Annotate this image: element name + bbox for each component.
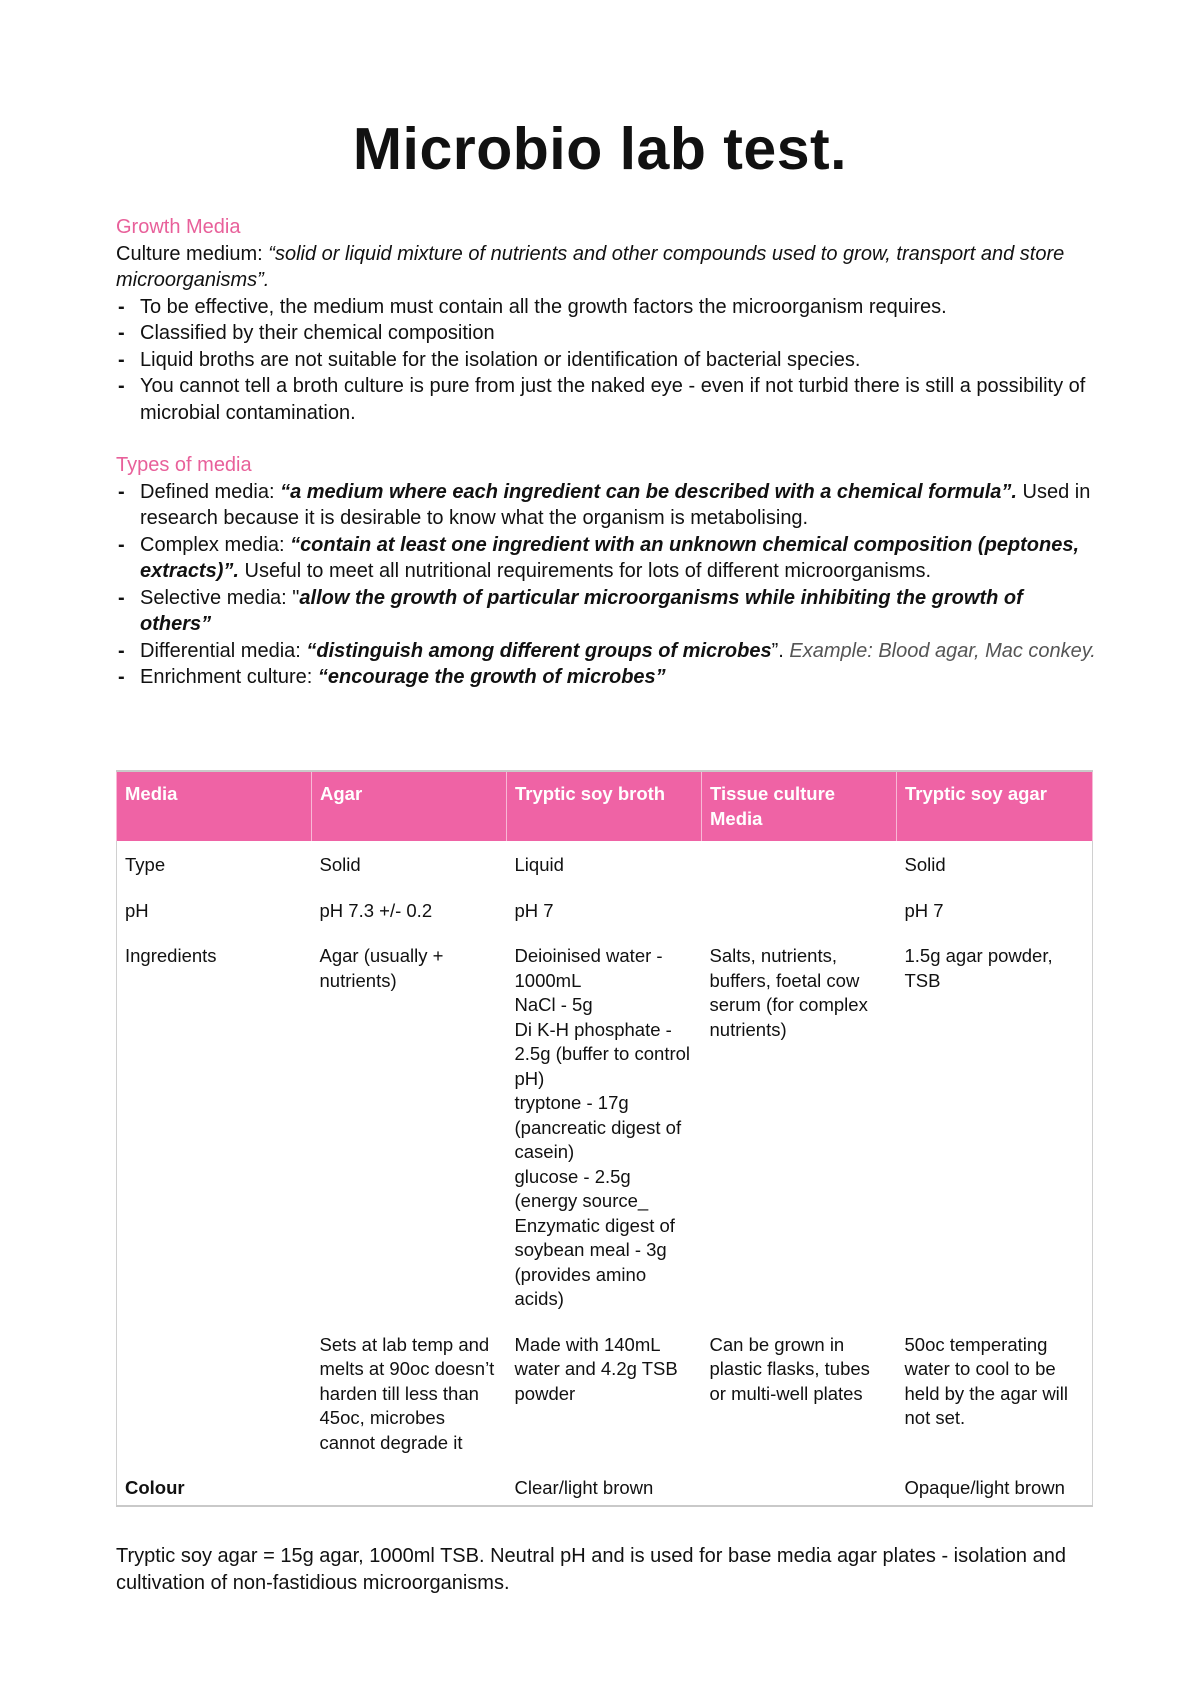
table-cell	[702, 1470, 897, 1506]
column-header: Tissue culture Media	[702, 771, 897, 841]
table-cell: 50oc temperating water to cool to be held by the agar will not set.	[897, 1327, 1093, 1471]
term-quote: “a medium where each ingredient can be described with a chemical formula”.	[280, 480, 1017, 503]
term-example: Example: Blood agar, Mac conkey.	[789, 639, 1096, 662]
types-of-media-heading: Types of media	[116, 454, 252, 476]
table-cell: pH 7.3 +/- 0.2	[319, 899, 433, 921]
table-cell: Sets at lab temp and melts at 90oc doesn’t harden till less than 45oc, microbes cannot degrade it	[319, 1333, 495, 1453]
column-header: Media	[117, 771, 312, 841]
list-item-differential-media	[116, 638, 1096, 665]
table-row	[117, 1470, 1093, 1506]
footer-note: Tryptic soy agar = 15g agar, 1000ml TSB. Neutral pH and is used for base media agar plates - isolation and cultivation of non-fastidious microorganisms.	[116, 1545, 1066, 1594]
table-cell	[702, 893, 897, 939]
table-cell: Deioinised water - 1000mL NaCl - 5g Di K-H phosphate - 2.5g (buffer to control pH) tryptone - 17g (pancreatic digest of casein) glucose - 2.5g (energy source_ Enzymatic digest of soybean meal - 3g (provides amino acids)	[514, 945, 691, 1309]
media-comparison-table	[116, 770, 1093, 1507]
table-cell: Solid	[319, 854, 361, 875]
table-cell: pH	[117, 893, 312, 939]
column-header: Tryptic soy broth	[507, 771, 702, 841]
table-cell: Opaque/light brown	[897, 1470, 1093, 1506]
column-header: Tryptic soy agar	[897, 771, 1093, 841]
list-item-defined-media	[116, 479, 1096, 532]
table-cell: Clear/light brown	[507, 1470, 702, 1506]
culture-medium-label: Culture medium:	[116, 242, 269, 265]
list-item-selective-media	[116, 585, 1096, 638]
table-cell: Liquid	[514, 854, 564, 875]
term-quote: allow the growth of particular microorganisms while inhibiting the growth of others”	[140, 586, 1023, 635]
list-item-complex-media	[116, 532, 1096, 585]
table-cell	[117, 1327, 312, 1471]
term-quote: “distinguish among different groups of microbes	[306, 639, 772, 662]
list-item: - Liquid broths are not suitable for the isolation or identification of bacterial species.	[116, 347, 1096, 374]
term-label: Defined media:	[140, 480, 281, 503]
term-quote: “contain at least one ingredient with an unknown chemical composition (peptones, extracts)”.	[140, 533, 1080, 582]
table-row	[117, 893, 1093, 939]
table-cell: Can be grown in plastic flasks, tubes or multi-well plates	[709, 1333, 870, 1404]
notes-body	[116, 214, 1096, 691]
table-cell	[312, 1470, 507, 1506]
table-cell: Colour	[117, 1470, 312, 1506]
table-row	[117, 1327, 1093, 1471]
table-row	[117, 938, 1093, 1327]
term-label: Complex media:	[140, 533, 291, 556]
table-cell: Solid	[897, 841, 1093, 893]
term-label: Differential media:	[140, 639, 307, 662]
table-header-row	[117, 771, 1093, 841]
term-quote: “encourage the growth of microbes”	[317, 666, 666, 688]
page-title: Microbio lab test.	[352, 116, 848, 182]
term-label: Enrichment culture:	[140, 666, 318, 688]
list-item: - You cannot tell a broth culture is pure from just the naked eye - even if not turbid there is still a possibility of microbial contamination.	[116, 373, 1096, 426]
table-cell: Made with 140mL water and 4.2g TSB powder	[514, 1333, 678, 1404]
culture-medium-quote: “solid or liquid mixture of nutrients and other compounds used to grow, transport and store microorganisms”.	[116, 242, 1065, 291]
table-cell: pH 7	[514, 899, 554, 921]
growth-media-list	[116, 294, 1096, 427]
list-item: - To be effective, the medium must contain all the growth factors the microorganism requires.	[116, 294, 1096, 321]
table-cell: Salts, nutrients, buffers, foetal cow serum (for complex nutrients)	[709, 945, 868, 1040]
table-cell: pH 7	[897, 893, 1093, 939]
table-row	[117, 841, 1093, 893]
table-cell: Ingredients	[117, 938, 312, 1327]
term-note: Useful to meet all nutritional requirements for lots of different microorganisms.	[238, 560, 932, 582]
quote-close: ”.	[771, 639, 790, 662]
list-item: - Classified by their chemical composition	[116, 320, 1096, 347]
table-cell: 1.5g agar powder, TSB	[897, 938, 1093, 1327]
column-header: Agar	[312, 771, 507, 841]
term-label: Selective media: "	[140, 586, 300, 609]
table-cell: Type	[117, 841, 312, 893]
culture-medium-definition	[116, 241, 1096, 294]
growth-media-heading: Growth Media	[116, 216, 241, 238]
types-of-media-list	[116, 479, 1096, 691]
table-cell: Agar (usually + nutrients)	[319, 945, 444, 991]
table-cell	[702, 841, 897, 893]
list-item-enrichment-culture	[116, 664, 1096, 691]
term-note: Used in research because it is desirable to know what the organism is metabolising.	[140, 480, 1091, 529]
